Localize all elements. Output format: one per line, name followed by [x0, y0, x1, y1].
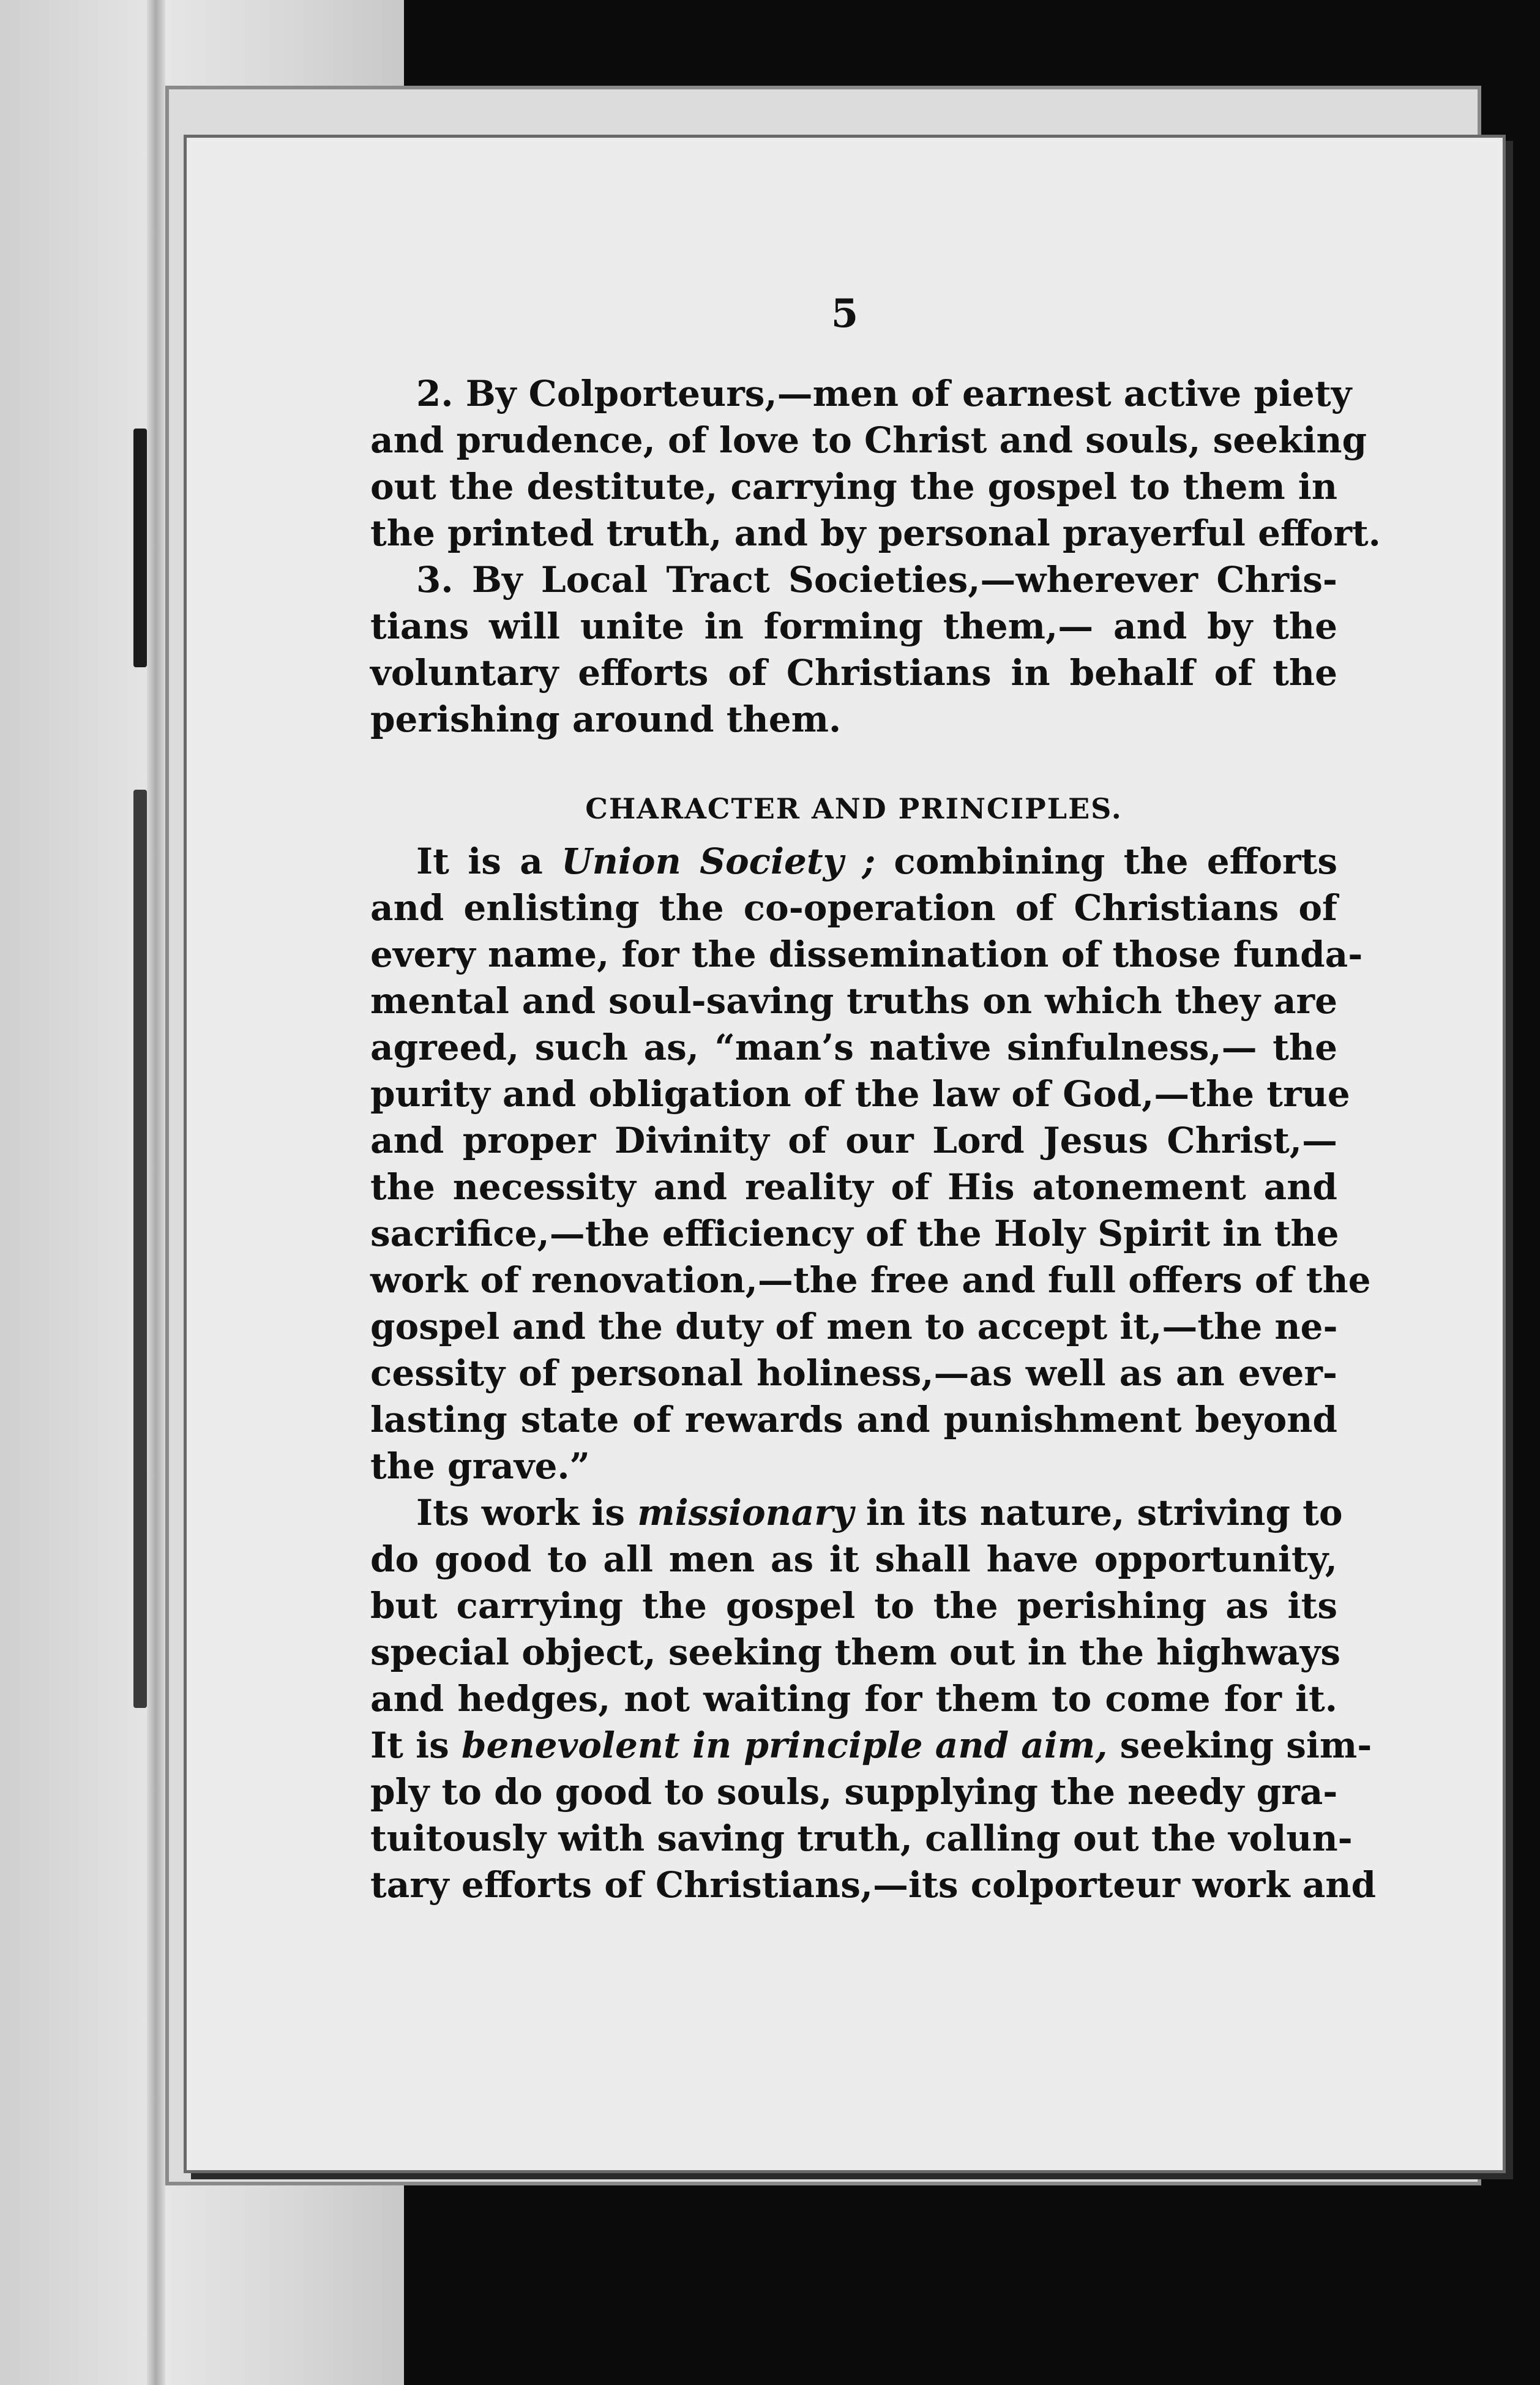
text-line: and enlisting the co-operation of Christians of — [370, 887, 1337, 929]
text-run: It is a — [416, 841, 562, 882]
text-run: seeking sim- — [1107, 1724, 1372, 1766]
text-line: voluntary efforts of Christians in behalf of the — [370, 652, 1337, 694]
text-line: cessity of personal holiness,—as well as an ever- — [370, 1352, 1337, 1394]
binding-mark — [133, 429, 147, 667]
text-line: and prudence, of love to Christ and souls, seeking — [370, 419, 1367, 461]
text-run: Its work is — [416, 1492, 638, 1533]
text-line: special object, seeking them out in the highways — [370, 1631, 1340, 1673]
section-heading: CHARACTER AND PRINCIPLES. — [585, 792, 1123, 825]
text-line: 2. By Colporteurs,—men of earnest active piety — [416, 373, 1352, 414]
text-line: the printed truth, and by personal prayerful effort. — [370, 512, 1381, 554]
text-run: combining the efforts — [875, 841, 1337, 882]
text-line: gospel and the duty of men to accept it,—the ne- — [370, 1306, 1338, 1347]
italic-phrase: missionary — [637, 1492, 854, 1533]
text-line: out the destitute, carrying the gospel to them in — [370, 466, 1337, 507]
italic-phrase: Union Society ; — [561, 841, 876, 882]
book-page — [184, 135, 1506, 2173]
background-shadow — [404, 0, 1540, 92]
text-line: 3. By Local Tract Societies,—wherever Chris- — [416, 559, 1337, 601]
text-line: the grave.” — [370, 1445, 590, 1487]
text-line: the necessity and reality of His atonement and — [370, 1166, 1337, 1208]
text-line: lasting state of rewards and punishment beyond — [370, 1399, 1337, 1440]
text-line: work of renovation,—the free and full offers of the — [370, 1259, 1371, 1301]
page-number: 5 — [831, 291, 859, 337]
page-text — [370, 370, 1381, 1908]
text-line — [370, 1722, 1372, 1769]
binding-mark — [133, 790, 147, 1708]
text-line: tians will unite in forming them,— and by the — [370, 605, 1337, 647]
text-line: and hedges, not waiting for them to come for it. — [370, 1678, 1337, 1720]
text-line: tary efforts of Christians,—its colporteur work and — [370, 1864, 1377, 1906]
italic-phrase: benevolent in principle and aim, — [462, 1724, 1108, 1766]
text-line: do good to all men as it shall have opportunity, — [370, 1538, 1337, 1580]
text-line: agreed, such as, “man’s native sinfulness,— the — [370, 1027, 1337, 1068]
text-line: ply to do good to souls, supplying the needy gra- — [370, 1771, 1338, 1813]
text-run: It is — [370, 1724, 462, 1766]
text-line: every name, for the dissemination of those funda- — [370, 934, 1363, 975]
text-run: in its nature, striving to — [853, 1492, 1343, 1533]
text-line: tuitously with saving truth, calling out the volun- — [370, 1818, 1353, 1859]
text-line: sacrifice,—the efficiency of the Holy Spirit in the — [370, 1213, 1339, 1254]
text-line: mental and soul-saving truths on which they are — [370, 980, 1337, 1022]
text-line: perishing around them. — [370, 698, 842, 740]
text-line — [370, 838, 1337, 885]
text-line: and proper Divinity of our Lord Jesus Christ,— — [370, 1120, 1337, 1161]
text-line: but carrying the gospel to the perishing as its — [370, 1585, 1337, 1627]
text-line — [370, 1489, 1343, 1536]
text-line: purity and obligation of the law of God,—the true — [370, 1073, 1350, 1115]
